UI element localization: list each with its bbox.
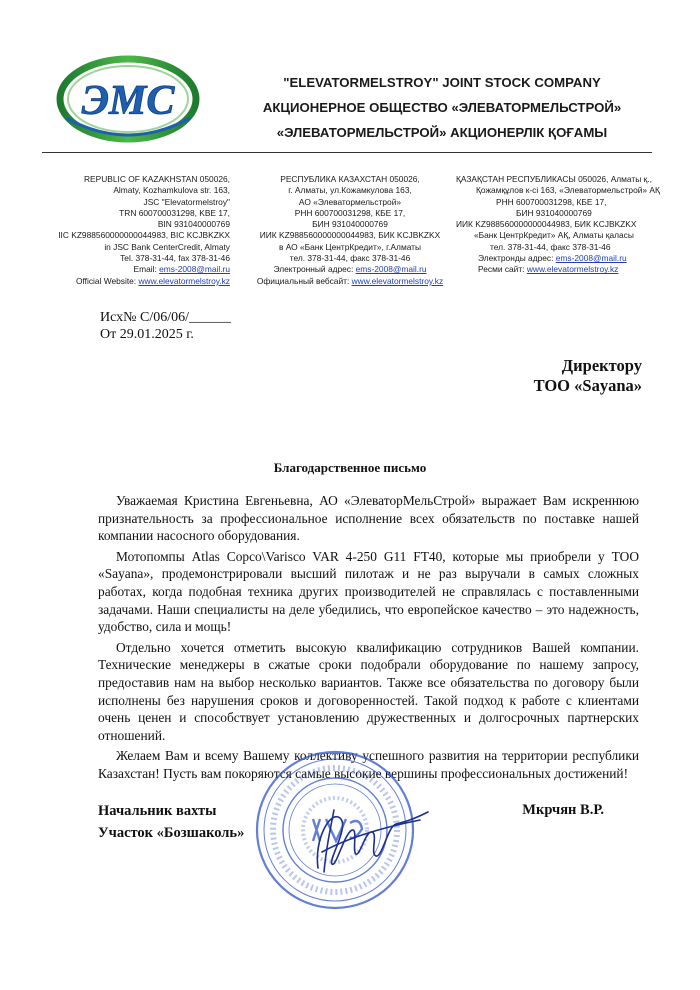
body-paragraph: Мотопомпы Atlas Copco\Varisco VAR 4-250 G11 FT40, которые мы приобрели у ТОО «Sayana», продемонстрировали высший пилотаж и не раз выручали в самых сложных работах, когда подобная техника других производителей не справлялась с поставленными задачами. Наши специалисты на деле убедились, что европейское качество – это надежность, удобство, сила и мощь! bbox=[98, 548, 639, 635]
address-line: г. Алматы, ул.Кожамкулова 163, bbox=[288, 185, 412, 196]
outgoing-date: От 29.01.2025 г. bbox=[100, 327, 194, 342]
body-paragraph: Уважаемая Кристина Евгеньевна, АО «ЭлеваторМельСтрой» выражает Вам искреннюю признательность за профессиональное исполнение всех обязательств по поставке нашей компании насосного оборудования. bbox=[98, 493, 639, 544]
signatory-name: Мкрчян В.Р. bbox=[522, 802, 604, 818]
signatory-position-line: Начальник вахты bbox=[98, 803, 217, 819]
company-logo bbox=[52, 48, 202, 148]
outgoing-reference bbox=[100, 309, 231, 343]
signatory-position bbox=[98, 800, 244, 844]
company-name-kz: «ЭЛЕВАТОРМЕЛЬСТРОЙ» АКЦИОНЕРЛІК ҚОҒАМЫ bbox=[276, 125, 608, 140]
address-line: ИИК KZ988560000000044983, БИК KCJBKZKX bbox=[259, 230, 441, 241]
body-paragraph: Желаем Вам и всему Вашему коллективу успешного развития на территории республики Казахстан! Пусть вам покоряются самые высокие вершины профессиональных достижений! bbox=[98, 748, 639, 781]
addressee-position: Директору bbox=[561, 356, 642, 375]
company-names bbox=[222, 70, 662, 145]
email-link[interactable]: ems-2008@mail.ru bbox=[355, 264, 427, 275]
address-line: «Банк ЦентрКредит» АҚ, Алматы қаласы bbox=[474, 230, 634, 241]
company-name-ru: АКЦИОНЕРНОЕ ОБЩЕСТВО «ЭЛЕВАТОРМЕЛЬСТРОЙ» bbox=[262, 100, 622, 115]
address-line: in JSC Bank CenterCredit, Almaty bbox=[104, 241, 230, 252]
email-row: Электронный адрес: ems-2008@mail.ru bbox=[273, 264, 427, 275]
email-row: Электронды адрес: ems-2008@mail.ru bbox=[478, 253, 627, 264]
outgoing-number: Исх№ С/06/06/______ bbox=[100, 310, 232, 325]
address-line: в АО «Банк ЦентрКредит», г.Алматы bbox=[278, 241, 422, 252]
logo-text: ЭМС bbox=[81, 78, 175, 124]
letterhead-divider bbox=[42, 152, 652, 153]
email-link[interactable]: ems-2008@mail.ru bbox=[555, 253, 627, 264]
address-line: тел. 378-31-44, факс 378-31-46 bbox=[490, 241, 611, 252]
address-line: IIC KZ988560000000044983, BIC KCJBKZKX bbox=[58, 230, 230, 241]
website-row: Official Website: www.elevatormelstroy.kz bbox=[75, 275, 230, 286]
address-line: РНН 600700031298, КБЕ 17, bbox=[496, 196, 607, 207]
address-line: Almaty, Kozhamkulova str. 163, bbox=[113, 185, 230, 196]
address-line: Tel. 378-31-44, fax 378-31-46 bbox=[120, 253, 230, 264]
address-line: TRN 600700031298, KBE 17, bbox=[119, 207, 230, 218]
address-line: БИН 931040000769 bbox=[516, 207, 592, 218]
address-line: ҚАЗАҚСТАН РЕСПУБЛИКАСЫ 050026, Алматы қ., bbox=[456, 174, 652, 184]
address-line: БИН 931040000769 bbox=[312, 219, 388, 230]
address-block-en bbox=[40, 174, 230, 287]
website-link[interactable]: www.elevatormelstroy.kz bbox=[526, 264, 619, 275]
body-paragraph: Отдельно хочется отметить высокую квалификацию сотрудников Вашей компании. Технические менеджеры в сжатые сроки подобрали оборудование по нашему запросу, предоставив нам на выбор несколько вариантов. Также все обязательства по договору были исполнены без нарушения сроков и договоренностей. Такой подход к работе с клиентами очень ценен и способствует установлению дружественных и долгосрочных партнерских отношений. bbox=[98, 639, 639, 743]
company-name-en: "ELEVATORMELSTROY" JOINT STOCK COMPANY bbox=[283, 75, 601, 90]
letter-body bbox=[98, 492, 639, 786]
website-link[interactable]: www.elevatormelstroy.kz bbox=[138, 275, 230, 286]
address-line: Қожамқұлов к-сі 163, «Элеватормельстрой» АҚ bbox=[476, 185, 660, 196]
website-link[interactable]: www.elevatormelstroy.kz bbox=[351, 275, 444, 286]
handwritten-signature bbox=[300, 790, 440, 880]
addressee bbox=[534, 356, 642, 396]
email-link[interactable]: ems-2008@mail.ru bbox=[159, 264, 230, 275]
address-block-ru bbox=[246, 174, 454, 287]
website-row: Ресми сайт: www.elevatormelstroy.kz bbox=[478, 264, 619, 275]
email-row: Email: ems-2008@mail.ru bbox=[133, 264, 230, 275]
addressee-company: ТОО «Sayana» bbox=[533, 376, 642, 395]
address-line: BIN 931040000769 bbox=[157, 219, 230, 230]
website-row: Официальный вебсайт: www.elevatormelstroy.kz bbox=[256, 275, 444, 286]
address-line: JSC "Elevatormelstroy" bbox=[143, 196, 230, 207]
address-line: АО «Элеватормельстрой» bbox=[298, 196, 402, 207]
letter-title: Благодарственное письмо bbox=[273, 460, 427, 475]
address-line: тел. 378-31-44, факс 378-31-46 bbox=[289, 253, 411, 264]
address-line: РЕСПУБЛИКА КАЗАХСТАН 050026, bbox=[280, 174, 420, 184]
address-block-kz bbox=[456, 174, 666, 276]
address-line: ИИК KZ988560000000044983, БИК KCJBKZKX bbox=[456, 219, 637, 230]
address-line: REPUBLIC OF KAZAKHSTAN 050026, bbox=[84, 174, 230, 184]
address-line: РНН 600700031298, КБЕ 17, bbox=[294, 207, 406, 218]
signatory-site-line: Участок «Бозшаколь» bbox=[98, 825, 245, 841]
